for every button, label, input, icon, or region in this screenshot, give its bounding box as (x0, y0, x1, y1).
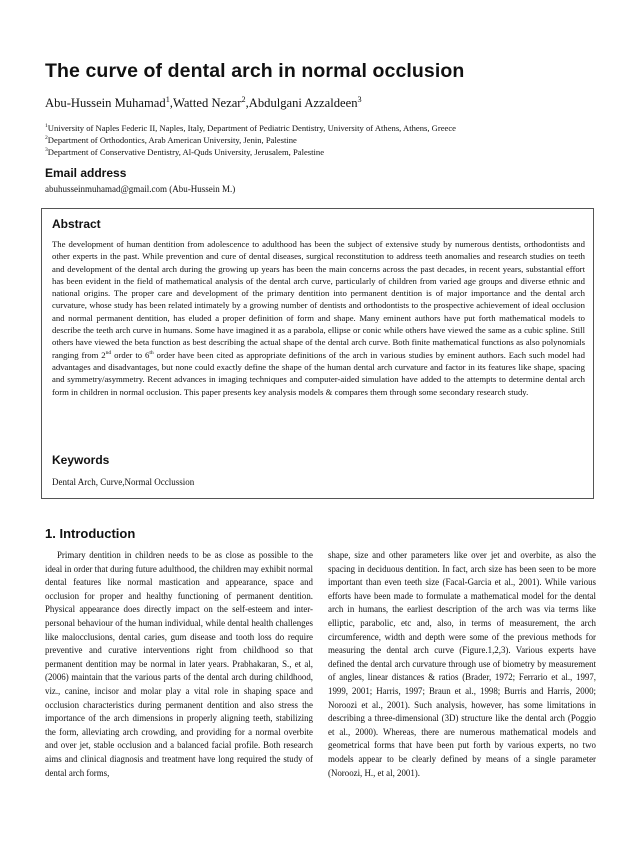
abstract-heading: Abstract (52, 217, 101, 231)
author-affiliation-number: 3 (357, 94, 362, 104)
abstract-text-part: order to 6 (111, 349, 150, 360)
ordinal-suffix: nd (105, 349, 112, 356)
affiliation-number: 1 (45, 123, 48, 130)
keywords-text: Dental Arch, Curve,Normal Occlussion (52, 477, 195, 487)
affiliation-text: Department of Conservative Dentistry, Al-Quds University, Jerusalem, Palestine (47, 147, 325, 158)
introduction-left-column: Primary dentition in children needs to be as close as possible to the ideal in order that during future adulthood, the children may exhibit normal dental features like normal mastication and appearance, space and occlusion for proper and healthy functioning of permanent dentition. Physical appearance does directly impact on the self-esteem and inter-personal behaviour of the human individual, while dental health challenges like malocclusions, dental caries, gum disease and tooth loss do require preventive and curative interventions right from childhood so that permanent dentition may be normal in later years. Prabhakaran, S., et al, (2006) maintain that the various parts of the dental arch during childhood, viz., canine, incisor and molar play a vital role in shaping space and occlusion characteristics during permanent dentition and also stress the importance of the arch dimensions in properly aligning teeth, stabilizing the form, alleviating arch crowding, and providing for a normal overbite and over jet, stable occlusion and a balanced facial profile. Both research aims and clinical diagnosis and treatment have long required the study of dental arch forms, (45, 550, 313, 778)
email-heading: Email address (45, 166, 127, 180)
affiliation-number: 3 (45, 147, 48, 154)
abstract-text (52, 238, 585, 398)
abstract-text-part: order have been cited as appropriate definitions of the arch in various studies by eminent authors. Each such model had advantages and disadvantages, but none could exactly define the shape of the human dental arch curvature and factor in its features like shape, spacing and symmetry/asymmetry. Recent advances in imaging techniques and computer-aided simulation have added to the attempts to determine dental arch form in children in normal occlusion. This paper presents key analysis models & compares them through some secondary research study. (52, 349, 585, 397)
introduction-right-column: shape, size and other parameters like over jet and overbite, as also the spacing in deciduous dentition. In fact, arch size has been seen to be more important than even teeth size (Facal-Garcia et al., 2001). While various efforts have been made to formulate a mathematical model for the dental arch in humans, the earliest description of the arch was via terms like elliptic, parabolic, etc and, also, in terms of measurement, the arch circumference, width and depth were some of the previous methods for measuring the dental arch curve (Figure.1,2,3). Various experts have defined the dental arch curvature through use of biometry by measurement of angles, linear distances & ratios (Brader, 1972; Ferrario et al., 1997, 1999, 2001; Harris, 1997; Braun et al., 1998; Burris and Harris, 2000; Noroozi et al., 2001). Such analysis, however, has some limitations in describing a three-dimensional (3D) structure like the dental arch (Poggio et al., 2000). Whereas, there are numerous mathematical models and geometrical forms that have been put forth by various experts, no two models appear to be clearly defined by means of a single parameter (Noroozi, H., et al, 2001). (328, 550, 596, 778)
affiliation-number: 2 (45, 135, 48, 142)
affiliation-list (45, 122, 605, 159)
affiliation (45, 122, 605, 134)
author-list: Abu-Hussein Muhamad$^1$,Watted Nezar$^2$,Abdulgani Azzaldeen$^3$ (45, 94, 362, 110)
author-name: Watted Nezar (172, 96, 242, 110)
affiliation (45, 146, 605, 158)
author-name: Abu-Hussein Muhamad (45, 96, 166, 110)
affiliation-text: University of Naples Federic II, Naples, Italy, Department of Pediatric Dentistry, University of Athens, Athens, Greece (47, 123, 456, 133)
affiliation (45, 134, 605, 146)
author-affiliation-number: 2 (241, 94, 246, 104)
email-address[interactable]: abuhusseinmuhamad@gmail.com (45, 184, 168, 194)
author-name: Abdulgani Azzaldeen (248, 96, 358, 110)
email-owner: (Abu-Hussein M.) (169, 184, 236, 194)
introduction-heading: 1. Introduction (45, 526, 136, 541)
keywords-heading: Keywords (52, 453, 110, 467)
ordinal-suffix: th (149, 349, 154, 356)
affiliation-text: Department of Orthodontics, Arab American University, Jenin, Palestine (47, 135, 297, 146)
abstract-box (41, 208, 594, 499)
abstract-text-part: The development of human dentition from adolescence to adulthood has been the subject of extensive study by numerous dentists, orthodontists and other experts in the past. While prevention and cure of dental diseases, surgical reconstitution to address teeth anomalies and research studies on teeth and development of the dental arch during the growing up years has been the main concerns across the past decades, in recent years, substantial effort has been evident in the field of mathematical analysis of the dental arch curve, particularly of children from varied age groups and diverse ethnic and national origins. The proper care and development of the primary dentition into permanent dentition is of major importance and the dental arch curvature, whose study has been related intimately by a growing number of dentists and orthodontists to the prospective achievement of ideal occlusion and normal permanent dentition, has eluded a proper definition of form and shape. Many eminent authors have put forth mathematical models to describe the teeth arch curve in humans. Some have imagined it as a parabola, ellipse or conic while others have viewed the same as a cubic spline. Still others have viewed the beta function as best describing the actual shape of the dental arch curve. Both finite mathematical functions as also polynomials ranging from 2 (52, 239, 585, 360)
email-line (45, 184, 235, 194)
paper-title: The curve of dental arch in normal occlusion (45, 60, 465, 82)
author-affiliation-number: 1 (165, 94, 170, 104)
